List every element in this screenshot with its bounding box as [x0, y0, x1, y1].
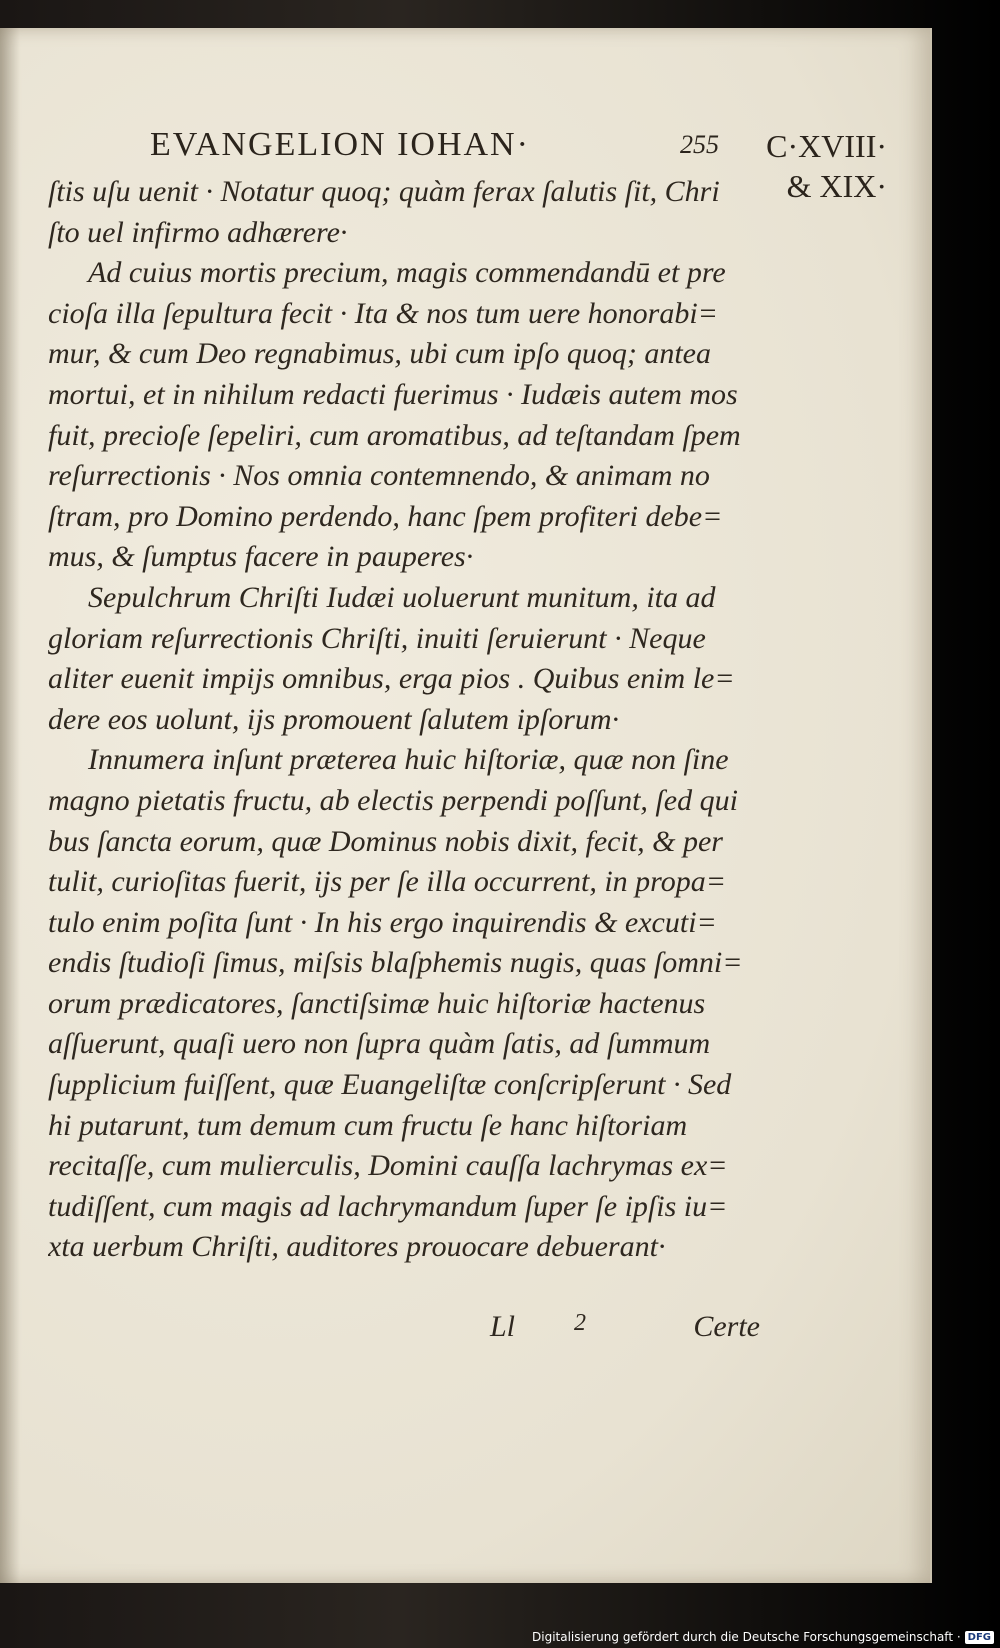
text-line: hi putarunt, tum demum cum fructu ſe hanc hiſtoriam: [48, 1108, 688, 1142]
digitization-credit: [532, 1630, 994, 1644]
text-line: magno pietatis fructu, ab electis perpendi poſſunt, ſed qui: [48, 783, 738, 817]
text-line: ſupplicium fuiſſent, quæ Euangeliſtæ conſcripſerunt · Sed: [48, 1068, 732, 1102]
text-line: fuit, precioſe ſepeliri, cum aromatibus, ad teſtandam ſpem: [48, 418, 741, 452]
text-line: mur, & cum Deo regnabimus, ubi cum ipſo quoq; antea: [48, 337, 711, 371]
chapter-ref-line: & XIX·: [786, 168, 887, 204]
text-line: gloriam reſurrectionis Chriſti, inuiti ſeruierunt · Neque: [48, 621, 706, 655]
text-line: tulit, curioſitas fuerit, ijs per ſe illa occurrent, in propa=: [48, 865, 726, 899]
body-text: [48, 172, 753, 1268]
running-head: EVANGELION IOHAN·: [150, 126, 530, 163]
text-line: Innumera inſunt præterea huic hiſtoriæ, quæ non ſine: [88, 743, 729, 777]
text-line: xta uerbum Chriſti, auditores prouocare debuerant·: [48, 1230, 666, 1264]
text-line: Ad cuius mortis precium, magis commendandū et pre: [88, 256, 726, 290]
text-line: bus ſancta eorum, quæ Dominus nobis dixit, fecit, & per: [48, 824, 723, 858]
text-line: recitaſſe, cum mulierculis, Domini cauſſa lachrymas ex=: [48, 1149, 728, 1183]
text-line: endis ſtudioſi ſimus, miſsis blaſphemis nugis, quas ſomni=: [48, 946, 743, 980]
text-line: Sepulchrum Chriſti Iudæi uoluerunt munitum, ita ad: [88, 580, 716, 614]
text-line: mus, & ſumptus facere in pauperes·: [48, 540, 474, 574]
text-line: aſſuerunt, quaſi uero non ſupra quàm ſatis, ad ſummum: [48, 1027, 711, 1061]
text-line: reſurrectionis · Nos omnia contemnendo, & animam no: [48, 459, 710, 493]
leaf-number: 255: [680, 130, 719, 159]
text-line: ſtis uſu uenit · Notatur quoq; quàm ferax ſalutis ſit, Chri: [48, 175, 720, 208]
page-footer: [490, 1310, 760, 1350]
chapter-ref-line: C·XVIII·: [766, 128, 887, 164]
gutter-shadow: [0, 28, 20, 1583]
text-line: dere eos uolunt, ijs promouent ſalutem ipſorum·: [48, 702, 620, 736]
text-line: ſto uel infirmo adhærere·: [48, 215, 348, 249]
text-line: orum prædicatores, ſanctiſsimæ huic hiſtoriæ hactenus: [48, 986, 706, 1020]
text-line: aliter euenit impijs omnibus, erga pios . Quibus enim le=: [48, 662, 735, 696]
dfg-logo: DFG: [965, 1631, 994, 1644]
signature-mark: Ll: [490, 1310, 516, 1343]
catchword: Certe: [693, 1310, 760, 1343]
text-line: tudiſſent, cum magis ad lachrymandum ſuper ſe ipſis iu=: [48, 1189, 728, 1223]
signature-number: 2: [574, 1310, 586, 1336]
text-line: cioſa illa ſepultura fecit · Ita & nos tum uere honorabi=: [48, 296, 718, 330]
chapter-reference: [752, 126, 887, 206]
text-line: mortui, et in nihilum redacti fuerimus · Iudæis autem mos: [48, 377, 738, 411]
text-line: tulo enim poſita ſunt · In his ergo inquirendis & excuti=: [48, 905, 717, 939]
text-line: ſtram, pro Domino perdendo, hanc ſpem profiteri debe=: [48, 499, 723, 533]
credit-text: Digitalisierung gefördert durch die Deutsche Forschungsgemeinschaft ·: [532, 1630, 961, 1644]
